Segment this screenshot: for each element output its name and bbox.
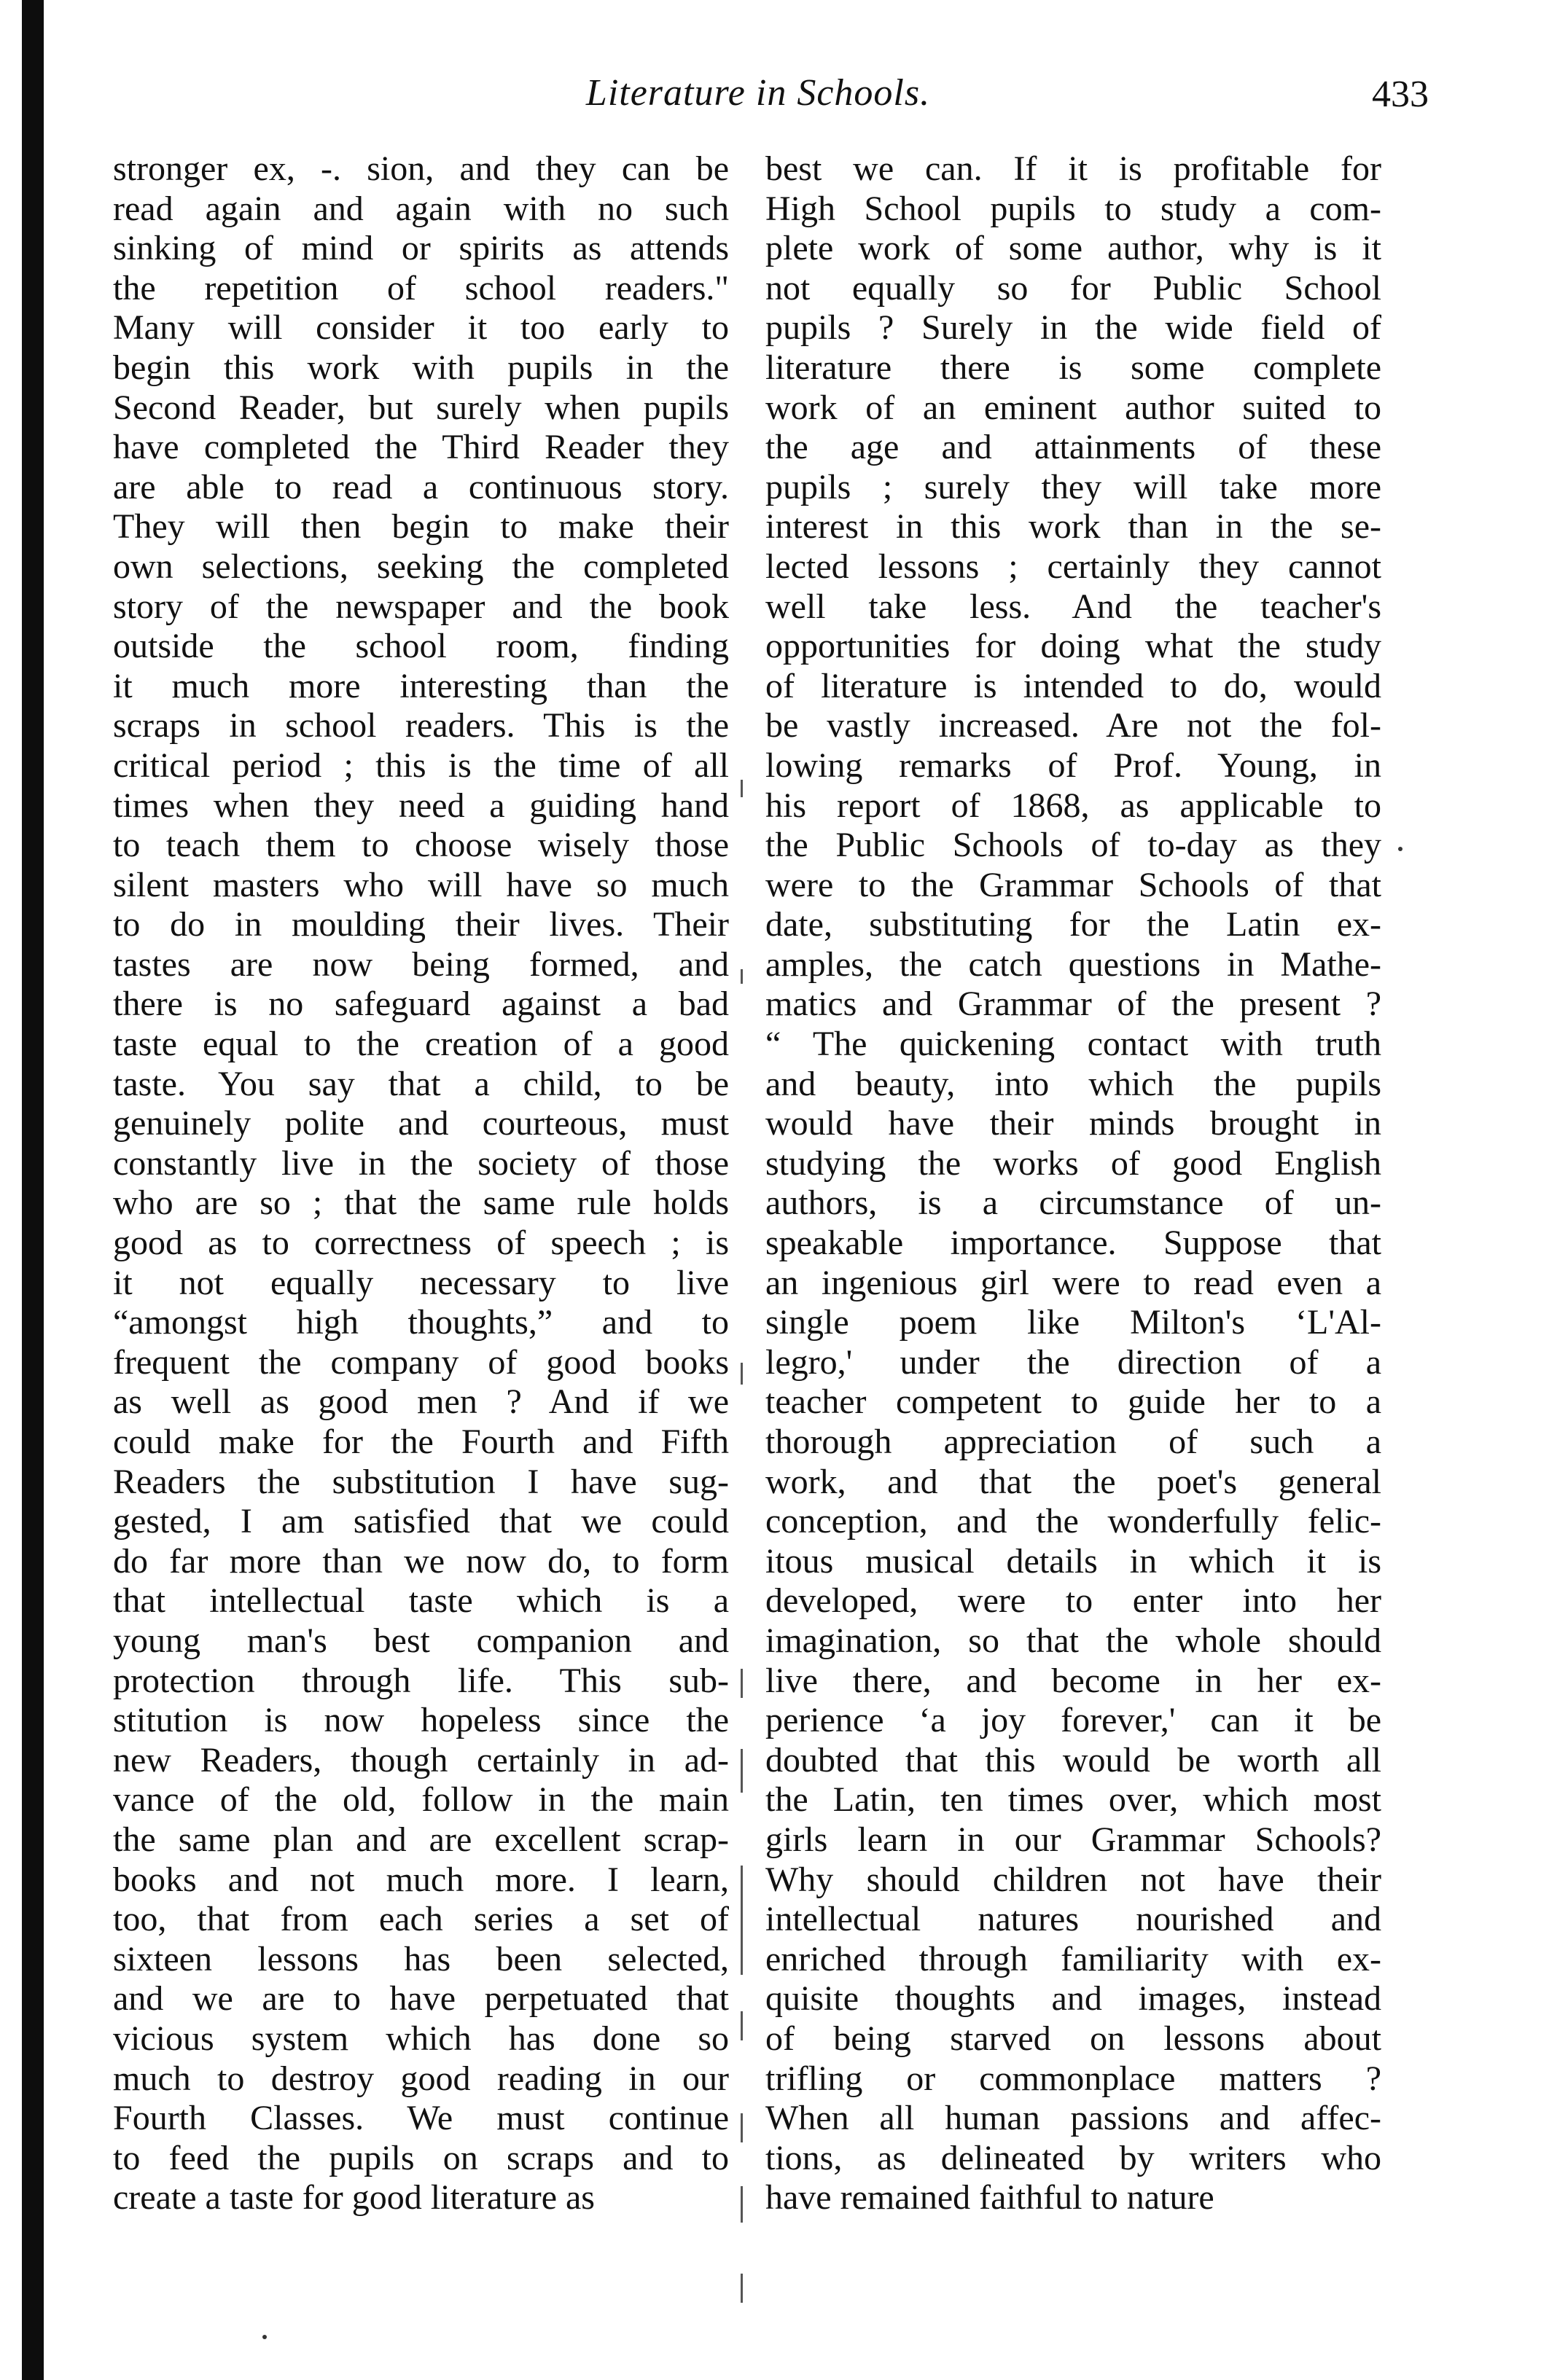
text-line: an ingenious girl were to read even a [765,1263,1381,1302]
text-line: frequent the company of good books [113,1342,729,1382]
text-line: plete work of some author, why is it [765,229,1381,268]
text-line: have remained faithful to nature [765,2178,1214,2217]
text-line: that intellectual taste which is a [113,1581,729,1621]
text-line: live there, and become in her ex- [765,1661,1381,1700]
text-line: Many will consider it too early to [113,308,729,348]
text-line: own selections, seeking the completed [113,547,729,586]
running-head: Literature in Schools. [585,72,931,114]
column-divider-mark [741,1749,743,1793]
text-line: vance of the old, follow in the main [113,1780,729,1820]
text-line: there is no safeguard against a bad [113,985,729,1024]
text-line: to do in moulding their lives. Their [113,905,729,944]
text-line: of literature is intended to do, would [765,666,1381,705]
text-line: young man's best companion and [113,1621,729,1660]
text-line: itous musical details in which it is [765,1541,1381,1581]
column-divider-mark [741,2113,743,2142]
text-line: and we are to have perpetuated that [113,1979,729,2019]
text-line: to feed the pupils on scraps and to [113,2138,729,2177]
text-line: outside the school room, finding [113,627,729,666]
text-line: his report of 1868, as applicable to [765,786,1381,825]
text-line: it not equally necessary to live [113,1263,729,1302]
column-divider-mark [741,2011,743,2040]
column-divider-mark [741,2186,743,2223]
text-line: story of the newspaper and the book [113,587,729,626]
text-line: constantly live in the society of those [113,1143,729,1183]
text-line: best we can. If it is profitable for [765,149,1381,188]
text-line: the age and attainments of these [765,428,1381,467]
page-binding-edge [22,0,44,2380]
text-line: protection through life. This sub- [113,1661,729,1700]
text-line: studying the works of good English [765,1143,1381,1183]
text-line: quisite thoughts and images, instead [765,1979,1381,2019]
text-line: the Public Schools of to-day as they [765,826,1381,865]
text-line: literature there is some complete [765,348,1381,387]
text-line: and beauty, into which the pupils [765,1064,1381,1103]
text-line: Fourth Classes. We must continue [113,2099,729,2138]
text-line: new Readers, though certainly in ad- [113,1740,729,1780]
text-line: stitution is now hopeless since the [113,1701,729,1740]
column-divider-mark [741,2274,743,2303]
text-line: the Latin, ten times over, which most [765,1780,1381,1820]
text-line: scraps in school readers. This is the [113,706,729,745]
text-line: who are so ; that the same rule holds [113,1183,729,1223]
column-divider-mark [741,1866,743,1975]
text-line: legro,' under the direction of a [765,1342,1381,1382]
column-divider-mark [741,969,743,984]
text-line: work of an eminent author suited to [765,388,1381,427]
text-line: lected lessons ; certainly they cannot [765,547,1381,586]
text-line: good as to correctness of speech ; is [113,1224,729,1263]
text-line: to teach them to choose wisely those [113,826,729,865]
stray-speck [262,2335,267,2339]
text-line: When all human passions and affec- [765,2099,1381,2138]
text-line: begin this work with pupils in the [113,348,729,387]
text-line: pupils ? Surely in the wide field of [765,308,1381,348]
text-line: date, substituting for the Latin ex- [765,905,1381,944]
text-line: taste. You say that a child, to be [113,1064,729,1103]
text-line: well take less. And the teacher's [765,587,1381,626]
stray-speck [1398,847,1402,851]
text-line: teacher competent to guide her to a [765,1382,1381,1422]
text-line: speakable importance. Suppose that [765,1224,1381,1263]
column-divider-mark [741,1363,743,1385]
text-line: the repetition of school readers." [113,268,729,308]
text-line: critical period ; this is the time of all [113,745,729,785]
column-divider-mark [741,780,743,797]
text-line: sinking of mind or spirits as attends [113,229,729,268]
text-line: read again and again with no such [113,189,729,228]
left-text-column [113,149,729,2218]
text-line: work, and that the poet's general [765,1462,1381,1501]
text-line: “ The quickening contact with truth [765,1025,1381,1064]
text-line: do far more than we now do, to form [113,1541,729,1581]
text-line: conception, and the wonderfully felic- [765,1502,1381,1541]
text-line: imagination, so that the whole should [765,1621,1381,1660]
text-line: sixteen lessons has been selected, [113,1939,729,1978]
text-line: High School pupils to study a com- [765,189,1381,228]
text-line: not equally so for Public School [765,268,1381,308]
text-line: enriched through familiarity with ex- [765,1939,1381,1978]
text-line: of being starved on lessons about [765,2019,1381,2058]
column-divider-mark [741,1669,743,1698]
text-line: times when they need a guiding hand [113,786,729,825]
text-line: stronger ex, -. sion, and they can be [113,149,729,188]
text-line: pupils ; surely they will take more [765,467,1381,506]
text-line: taste equal to the creation of a good [113,1025,729,1064]
text-line: They will then begin to make their [113,507,729,547]
text-line: tastes are now being formed, and [113,944,729,984]
text-line: Why should children not have their [765,1860,1381,1899]
text-line: single poem like Milton's ‘L'Al- [765,1303,1381,1342]
text-line: tions, as delineated by writers who [765,2138,1381,2177]
text-line: amples, the catch questions in Mathe- [765,944,1381,984]
text-line: intellectual natures nourished and [765,1900,1381,1939]
text-line: thorough appreciation of such a [765,1422,1381,1461]
text-line: “amongst high thoughts,” and to [113,1303,729,1342]
text-line: the same plan and are excellent scrap- [113,1820,729,1859]
text-line: much to destroy good reading in our [113,2059,729,2098]
text-line: lowing remarks of Prof. Young, in [765,745,1381,785]
text-line: gested, I am satisfied that we could [113,1502,729,1541]
text-line: create a taste for good literature as [113,2178,595,2217]
text-line: were to the Grammar Schools of that [765,865,1381,904]
text-line: Readers the substitution I have sug- [113,1462,729,1501]
text-line: girls learn in our Grammar Schools? [765,1820,1381,1859]
text-line: as well as good men ? And if we [113,1382,729,1422]
text-line: developed, were to enter into her [765,1581,1381,1621]
text-line: have completed the Third Reader they [113,428,729,467]
text-line: silent masters who will have so much [113,865,729,904]
text-line: it much more interesting than the [113,666,729,705]
text-line: would have their minds brought in [765,1104,1381,1143]
text-line: authors, is a circumstance of un- [765,1183,1381,1223]
text-line: trifling or commonplace matters ? [765,2059,1381,2098]
text-line: perience ‘a joy forever,' can it be [765,1701,1381,1740]
text-line: Second Reader, but surely when pupils [113,388,729,427]
page-number: 433 [1372,74,1429,115]
text-line: matics and Grammar of the present ? [765,985,1381,1024]
text-line: genuinely polite and courteous, must [113,1104,729,1143]
text-line: are able to read a continuous story. [113,467,729,506]
text-line: could make for the Fourth and Fifth [113,1422,729,1461]
text-line: be vastly increased. Are not the fol- [765,706,1381,745]
text-line: vicious system which has done so [113,2019,729,2058]
text-line: interest in this work than in the se- [765,507,1381,547]
text-line: too, that from each series a set of [113,1900,729,1939]
text-line: opportunities for doing what the study [765,627,1381,666]
text-line: doubted that this would be worth all [765,1740,1381,1780]
right-text-column [765,149,1381,2218]
text-line: books and not much more. I learn, [113,1860,729,1899]
